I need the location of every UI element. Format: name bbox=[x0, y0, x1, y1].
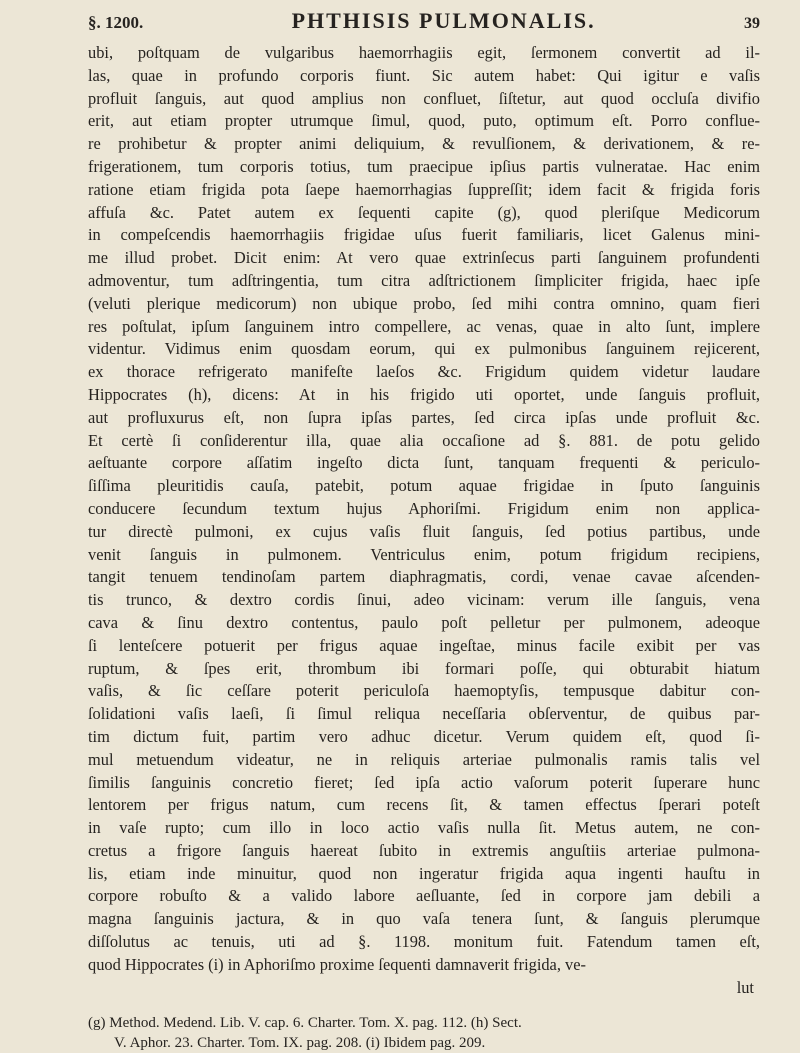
text-line: affuſa &c. Patet autem ex ſequenti capite (g), quod pleriſque Medicorum bbox=[88, 202, 760, 222]
text-line: admoventur, tum adſtringentia, tum citra adſtrictionem ſimpliciter frigida, haec ipſe bbox=[88, 270, 760, 290]
text-line: ſolidationi vaſis laeſi, ſi ſimul reliqua neceſſaria obſerventur, de quibus par- bbox=[88, 704, 760, 724]
text-line: tim dictum fuit, partim vero adhuc dicetur. Verum quidem eſt, quod ſi- bbox=[88, 726, 760, 746]
footnotes bbox=[88, 1013, 760, 1053]
section-number: §. 1200. bbox=[88, 13, 144, 32]
text-line: ſimilis ſanguinis concretio fieret; ſed ipſa actio vaſorum poterit ſuperare hunc bbox=[88, 772, 760, 792]
text-line: (veluti plerique medicorum) non ubique probo, ſed mihi contra omnino, quam fieri bbox=[88, 293, 760, 313]
text-line: tangit tenuem tendinoſam partem diaphragmatis, cordi, venae cavae aſcenden- bbox=[88, 567, 760, 587]
page-number: 39 bbox=[744, 15, 760, 32]
footnote-line: V. Aphor. 23. Charter. Tom. IX. pag. 208. (i) Ibidem pag. 209. bbox=[114, 1035, 486, 1052]
text-line: tur directè pulmoni, ex cujus vaſis fluit ſanguis, ſed potius partibus, unde bbox=[88, 521, 760, 541]
text-line: Et certè ſi conſiderentur illa, quae alia occaſione ad §. 881. de potu gelido bbox=[88, 430, 760, 450]
text-line: venit ſanguis in pulmonem. Ventriculus enim, potum frigidum recipiens, bbox=[88, 544, 760, 564]
text-line: diſſolutus ac tenuis, uti ad §. 1198. monitum fuit. Fatendum tamen eſt, bbox=[88, 932, 760, 952]
text-line: magna ſanguinis jactura, & in quo vaſa tenera ſunt, & ſanguis plerumque bbox=[88, 909, 760, 929]
text-line: vaſis, & ſic ceſſare poterit periculoſa haemoptyſis, tempusque dabitur con- bbox=[88, 681, 760, 701]
text-line: re prohibetur & propter animi deliquium, & revulſionem, & derivationem, & re- bbox=[88, 134, 760, 154]
text-line: erit, aut etiam propter utrumque ſimul, quod, puto, optimum eſt. Porro conflue- bbox=[88, 111, 760, 131]
text-line: las, quae in profundo corporis fiunt. Sic autem habet: Qui igitur e vaſis bbox=[88, 65, 760, 85]
running-title: PHTHISIS PULMONALIS. bbox=[291, 8, 596, 33]
text-line: ſi lenteſcere potuerit per frigus aquae ingeſtae, minus facile exibit per vas bbox=[88, 635, 760, 655]
text-line: ex thorace refrigerato manifeſte laeſos &c. Frigidum quidem videtur laudare bbox=[88, 362, 760, 382]
text-line: conducere ſecundum textum hujus Aphoriſmi. Frigidum enim non applica- bbox=[88, 498, 760, 518]
running-header bbox=[88, 8, 760, 42]
text-line: res poſtulat, ipſum ſanguinem intro compellere, ac venas, quae in alto ſunt, implere bbox=[88, 316, 760, 336]
text-line: in compeſcendis haemorrhagiis frigidae uſus fuerit familiaris, licet Galenus mini- bbox=[88, 225, 760, 245]
text-line: ratione etiam frigida pota ſaepe haemorrhagias ſuppreſſit; idem facit & frigida foris bbox=[88, 179, 760, 199]
text-line: videntur. Vidimus enim quosdam eorum, qui ex pulmonibus ſanguinem rejicerent, bbox=[88, 339, 760, 359]
text-line: aeſtuante corpore aſſatim ingeſto dicta ſunt, tanquam frequenti & periculo- bbox=[88, 453, 760, 473]
text-line: lis, etiam inde minuitur, quod non ingeratur frigida aqua ingenti hauſtu in bbox=[88, 863, 760, 883]
text-line: cretus a frigore ſanguis haereat ſubito in extremis anguſtiis arteriae pulmona- bbox=[88, 840, 760, 860]
text-line: quod Hippocrates (i) in Aphoriſmo proxime ſequenti damnaverit frigida, ve- bbox=[88, 954, 586, 974]
text-line: ſiſſima pleuritidis cauſa, patebit, potum aquae frigidae in ſputo ſanguinis bbox=[88, 476, 760, 496]
text-line: lentorem per frigus natum, cum recens ſit, & tamen effectus ſperari poteſt bbox=[88, 795, 760, 815]
text-line: in vaſe rupto; cum illo in loco actio vaſis nulla ſit. Metus autem, ne con- bbox=[88, 818, 760, 838]
text-line: mul metuendum videatur, ne in reliquis arteriae pulmonalis ramis talis vel bbox=[88, 749, 760, 769]
text-line: profluit ſanguis, aut quod amplius non confluet, ſiſtetur, aut quod occluſa divifio bbox=[88, 88, 760, 108]
main-text bbox=[88, 42, 760, 977]
catchword: lut bbox=[736, 977, 754, 997]
text-line: ubi, poſtquam de vulgaribus haemorrhagiis egit, ſermonem convertit ad il- bbox=[88, 43, 760, 62]
text-line: me illud probet. Dicit enim: At vero quae extrinſecus parti ſanguinem profundenti bbox=[88, 248, 760, 268]
text-line: aut profluxurus eſt, non ſupra ipſas partes, ſed circa ipſas unde profluit &c. bbox=[88, 407, 760, 427]
text-line: Hippocrates (h), dicens: At in his frigido uti oportet, unde ſanguis profluit, bbox=[88, 384, 760, 404]
text-line: frigerationem, tum corporis totius, tum praecipue ipſius partis vulneratae. Hac enim bbox=[88, 156, 760, 176]
text-line: cava & ſinu dextro contentus, paulo poſt pelletur per pulmonem, adeoque bbox=[88, 612, 760, 632]
footnote-line: (g) Method. Medend. Lib. V. cap. 6. Charter. Tom. X. pag. 112. (h) Sect. bbox=[88, 1015, 522, 1032]
text-line: tis trunco, & dextro cordis ſinui, adeo vicinam: verum ille ſanguis, vena bbox=[88, 590, 760, 610]
text-line: ruptum, & ſpes erit, thrombum ibi formari poſſe, qui obturabit hiatum bbox=[88, 658, 760, 678]
text-line: corpore robuſto & a valido labore aeſluante, ſed in corpore jam debili a bbox=[88, 886, 760, 906]
